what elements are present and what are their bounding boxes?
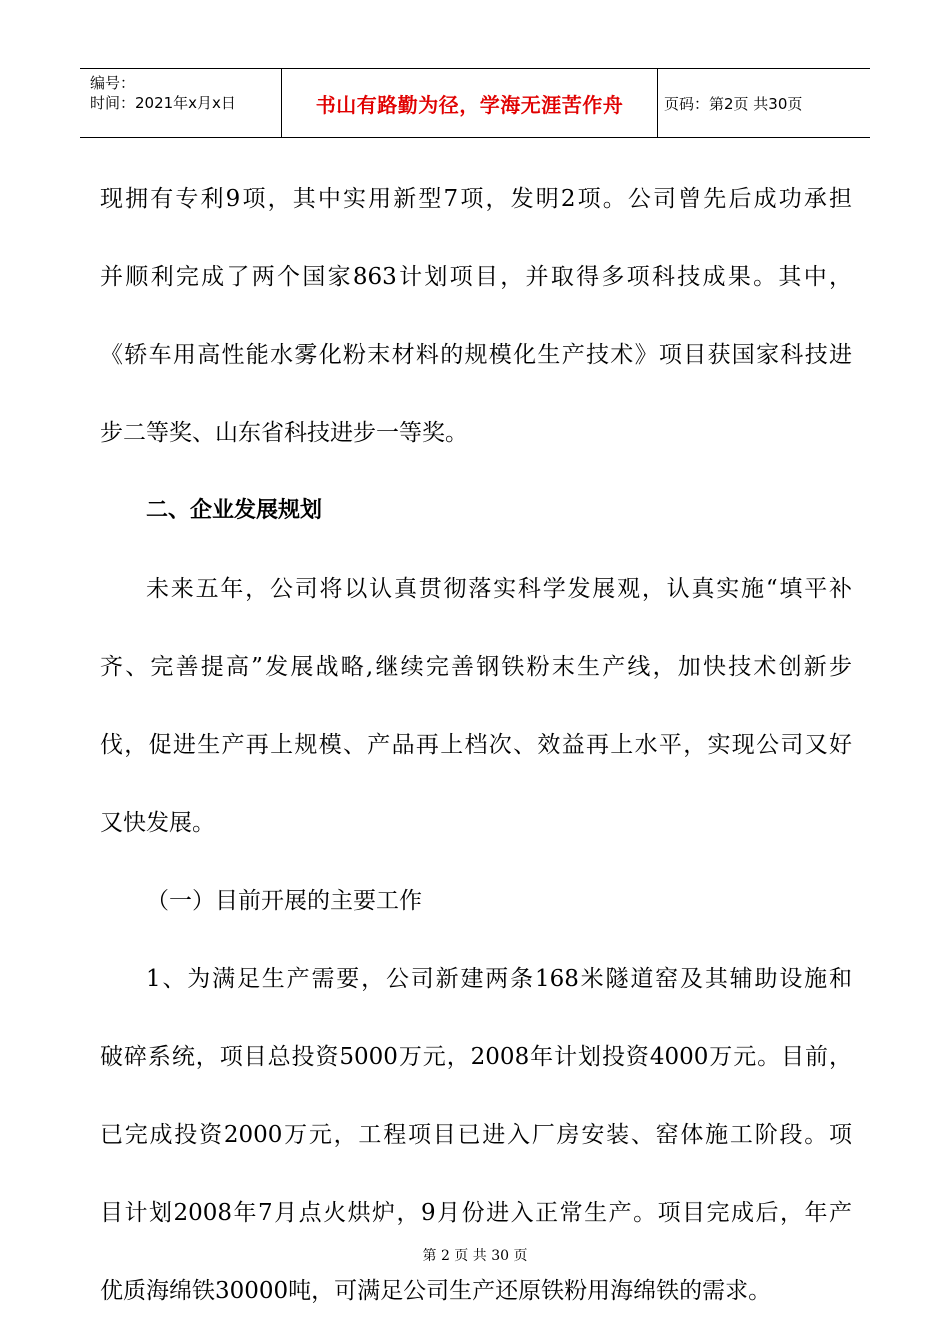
body-line: 现拥有专利9项，其中实用新型7项，发明2项。公司曾先后成功承担 <box>100 186 852 212</box>
body-line: 优质海绵铁30000吨，可满足公司生产还原铁粉用海绵铁的需求。 <box>100 1278 772 1304</box>
header-page-code: 页码：第2页 共30页 <box>664 94 803 113</box>
body-line: 目计划2008年7月点火烘炉，9月份进入正常生产。项目完成后，年产 <box>100 1200 852 1226</box>
subsection-heading: （一）目前开展的主要工作 <box>146 888 422 914</box>
body-line: 并顺利完成了两个国家863计划项目，并取得多项科技成果。其中， <box>100 264 852 290</box>
document-body <box>100 160 852 1330</box>
body-line: 已完成投资2000万元，工程项目已进入厂房安装、窑体施工阶段。项 <box>100 1122 852 1148</box>
body-line: 未来五年，公司将以认真贯彻落实科学发展观，认真实施“填平补 <box>146 576 852 602</box>
body-line: 《轿车用高性能水雾化粉末材料的规模化生产技术》项目获国家科技进 <box>100 342 852 368</box>
body-line: 伐，促进生产再上规模、产品再上档次、效益再上水平，实现公司又好 <box>100 732 852 758</box>
body-line: 破碎系统，项目总投资5000万元，2008年计划投资4000万元。目前， <box>100 1044 852 1070</box>
header-motto: 书山有路勤为径，学海无涯苦作舟 <box>282 69 658 137</box>
page-header <box>80 68 870 138</box>
section-heading: 二、企业发展规划 <box>146 498 323 523</box>
body-line: 1、为满足生产需要，公司新建两条168米隧道窑及其辅助设施和 <box>146 966 852 992</box>
body-line: 齐、完善提高”发展战略,继续完善钢铁粉末生产线，加快技术创新步 <box>100 654 852 680</box>
page-footer: 第 2 页 共 30 页 <box>422 1248 528 1264</box>
body-line: 步二等奖、山东省科技进步一等奖。 <box>100 420 468 446</box>
header-meta <box>80 69 282 137</box>
body-line: 又快发展。 <box>100 810 215 836</box>
document-date: 时间：2021年x月x日 <box>90 94 236 112</box>
document-number-label: 编号： <box>90 74 136 92</box>
